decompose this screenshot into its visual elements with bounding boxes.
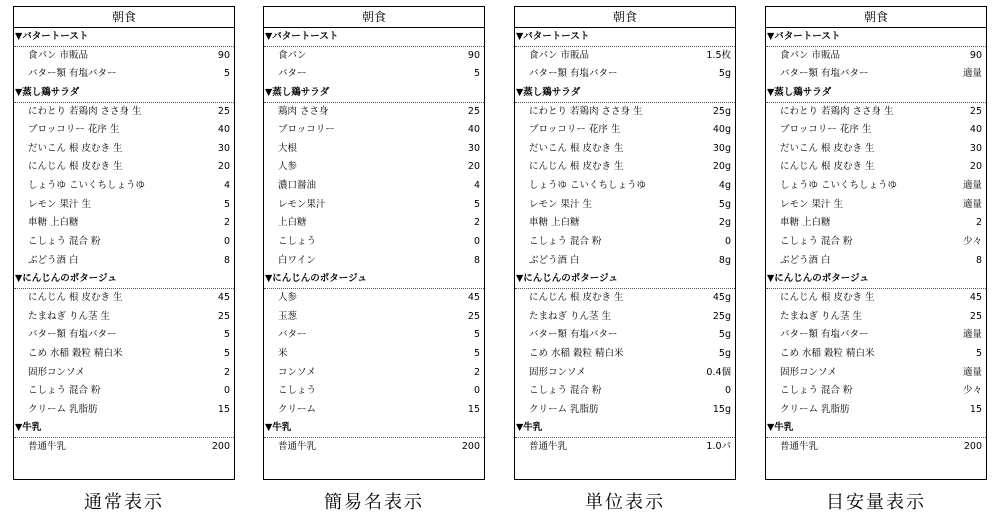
- ingredient-name: ブロッコリー: [278, 124, 335, 136]
- ingredient-amount: 適量: [962, 198, 982, 210]
- ingredient-name: 車糖 上白糖: [780, 217, 831, 229]
- panel-simple-name: [263, 6, 485, 480]
- ingredient-name: 人参: [278, 291, 298, 303]
- ingredient-name: クリーム: [278, 403, 317, 415]
- ingredient-amount: 45: [467, 291, 480, 303]
- ingredient-amount: 1.0パ: [706, 441, 731, 453]
- ingredient-name: 普通牛乳: [278, 441, 317, 453]
- ingredient-amount: 8g: [718, 254, 731, 266]
- ingredient-amount: 5: [473, 347, 480, 359]
- ingredient-name: バター類 有塩バター: [28, 329, 117, 341]
- ingredient-name: 白ワイン: [278, 254, 316, 266]
- ingredient-row[interactable]: [14, 121, 234, 140]
- ingredient-row[interactable]: [515, 326, 735, 345]
- ingredient-row[interactable]: [766, 345, 986, 364]
- ingredient-amount: 20: [467, 161, 480, 173]
- ingredient-amount: 8: [975, 254, 982, 266]
- ingredient-name: こめ 水稲 穀粒 精白米: [529, 347, 624, 359]
- ingredient-name: 大根: [278, 142, 298, 154]
- ingredient-row[interactable]: [515, 364, 735, 383]
- dish-name: ▼蒸し鶏サラダ: [15, 86, 80, 98]
- ingredient-name: バター: [278, 68, 307, 80]
- ingredient-row[interactable]: [264, 345, 484, 364]
- ingredient-name: こめ 水稲 穀粒 精白米: [780, 347, 875, 359]
- ingredient-row[interactable]: [515, 214, 735, 233]
- ingredient-row[interactable]: [264, 233, 484, 252]
- ingredient-amount: 少々: [962, 385, 982, 397]
- ingredient-amount: 25: [217, 310, 230, 322]
- dish-name: ▼にんじんのポタージュ: [516, 273, 618, 285]
- ingredient-name: にんじん 根 皮むき 生: [28, 161, 123, 173]
- dish-header[interactable]: [14, 84, 234, 103]
- dish-header[interactable]: [264, 270, 484, 289]
- ingredient-row[interactable]: [14, 345, 234, 364]
- ingredient-row[interactable]: [515, 382, 735, 401]
- ingredient-row[interactable]: [766, 103, 986, 122]
- ingredient-name: にんじん 根 皮むき 生: [780, 291, 875, 303]
- dish-name: ▼バタートースト: [516, 31, 590, 42]
- ingredient-amount: 25g: [712, 310, 731, 322]
- ingredient-list: [14, 28, 234, 457]
- dish-header[interactable]: [766, 419, 986, 438]
- ingredient-amount: 8: [473, 254, 480, 266]
- ingredient-name: こしょう 混合 粉: [529, 236, 602, 248]
- ingredient-name: 食パン 市販品: [28, 49, 89, 61]
- ingredient-row[interactable]: [766, 65, 986, 84]
- ingredient-row[interactable]: [515, 252, 735, 271]
- ingredient-row[interactable]: [14, 214, 234, 233]
- ingredient-amount: 15: [467, 403, 480, 415]
- ingredient-row[interactable]: [264, 289, 484, 308]
- ingredient-name: こしょう: [278, 385, 317, 397]
- ingredient-row[interactable]: [515, 233, 735, 252]
- ingredient-amount: 5g: [718, 198, 731, 210]
- ingredient-amount: 20: [217, 161, 230, 173]
- panel-title: 朝食: [766, 7, 986, 28]
- ingredient-row[interactable]: [515, 289, 735, 308]
- ingredient-amount: 200: [963, 441, 982, 453]
- ingredient-row[interactable]: [14, 65, 234, 84]
- ingredient-amount: 0: [724, 236, 731, 248]
- ingredient-amount: 25: [467, 105, 480, 117]
- ingredient-amount: 少々: [962, 236, 982, 248]
- ingredient-row[interactable]: [264, 252, 484, 271]
- dish-name: ▼にんじんのポタージュ: [767, 273, 869, 285]
- dish-header[interactable]: [515, 84, 735, 103]
- ingredient-row[interactable]: [14, 382, 234, 401]
- ingredient-amount: 2: [473, 217, 480, 229]
- ingredient-name: バター類 有塩バター: [529, 329, 618, 341]
- ingredient-amount: 0: [473, 236, 480, 248]
- ingredient-name: 人参: [278, 161, 298, 173]
- dish-header[interactable]: [264, 28, 484, 47]
- ingredient-row[interactable]: [264, 140, 484, 159]
- caption-guide-amount: 目安量表示: [826, 492, 926, 513]
- ingredient-row[interactable]: [515, 345, 735, 364]
- ingredient-amount: 40: [969, 124, 982, 136]
- caption-normal: 通常表示: [84, 492, 164, 513]
- ingredient-name: 米: [278, 347, 288, 359]
- ingredient-row[interactable]: [14, 140, 234, 159]
- ingredient-name: コンソメ: [278, 366, 316, 378]
- panel-normal: [13, 6, 235, 480]
- ingredient-name: たまねぎ りん茎 生: [28, 310, 111, 322]
- ingredient-name: ぶどう酒 白: [529, 254, 580, 266]
- ingredient-amount: 45: [217, 291, 230, 303]
- ingredient-row[interactable]: [515, 401, 735, 420]
- ingredient-amount: 4: [473, 180, 480, 192]
- dish-header[interactable]: [264, 84, 484, 103]
- ingredient-amount: 30: [467, 142, 480, 154]
- dish-name: ▼蒸し鶏サラダ: [516, 86, 581, 98]
- ingredient-row[interactable]: [766, 289, 986, 308]
- ingredient-amount: 5g: [718, 68, 731, 80]
- ingredient-row[interactable]: [264, 364, 484, 383]
- ingredient-amount: 15: [217, 403, 230, 415]
- ingredient-name: にんじん 根 皮むき 生: [529, 291, 624, 303]
- ingredient-name: 食パン 市販品: [529, 49, 590, 61]
- ingredient-name: 上白糖: [278, 217, 307, 229]
- ingredient-amount: 0: [223, 385, 230, 397]
- ingredient-amount: 8: [223, 254, 230, 266]
- ingredient-amount: 200: [461, 441, 480, 453]
- ingredient-row[interactable]: [264, 121, 484, 140]
- ingredient-row[interactable]: [515, 308, 735, 327]
- ingredient-row[interactable]: [264, 158, 484, 177]
- ingredient-amount: 5: [975, 347, 982, 359]
- dish-name: ▼バタートースト: [15, 31, 89, 42]
- ingredient-amount: 5: [223, 198, 230, 210]
- dish-name: ▼牛乳: [265, 422, 292, 434]
- ingredient-row[interactable]: [264, 382, 484, 401]
- ingredient-name: 普通牛乳: [780, 441, 819, 453]
- dish-name: ▼牛乳: [516, 422, 543, 434]
- ingredient-row[interactable]: [14, 103, 234, 122]
- panel-title: 朝食: [264, 7, 484, 28]
- ingredient-row[interactable]: [14, 233, 234, 252]
- ingredient-name: たまねぎ りん茎 生: [780, 310, 863, 322]
- ingredient-name: だいこん 根 皮むき 生: [780, 142, 875, 154]
- ingredient-amount: 30: [217, 142, 230, 154]
- caption-simple-name: 簡易名表示: [324, 492, 424, 513]
- dish-header[interactable]: [14, 419, 234, 438]
- ingredient-row[interactable]: [14, 326, 234, 345]
- ingredient-amount: 5g: [718, 329, 731, 341]
- ingredient-row[interactable]: [515, 438, 735, 457]
- ingredient-name: レモン 果汁 生: [529, 198, 593, 210]
- ingredient-amount: 5: [473, 68, 480, 80]
- ingredient-amount: 45: [969, 291, 982, 303]
- dish-name: ▼にんじんのポタージュ: [265, 273, 367, 285]
- ingredient-amount: 90: [969, 49, 982, 61]
- ingredient-amount: 0.4個: [706, 366, 731, 378]
- ingredient-name: こしょう 混合 粉: [28, 385, 101, 397]
- ingredient-name: 普通牛乳: [28, 441, 67, 453]
- ingredient-name: しょうゆ こいくちしょうゆ: [529, 180, 647, 192]
- ingredient-amount: 適量: [962, 366, 982, 378]
- ingredient-row[interactable]: [766, 196, 986, 215]
- ingredient-name: しょうゆ こいくちしょうゆ: [28, 180, 146, 192]
- ingredient-name: ブロッコリー 花序 生: [780, 124, 872, 136]
- ingredient-name: レモン果汁: [278, 198, 326, 210]
- ingredient-name: クリーム 乳脂肪: [529, 403, 599, 415]
- ingredient-row[interactable]: [14, 47, 234, 66]
- ingredient-row[interactable]: [515, 65, 735, 84]
- ingredient-name: にんじん 根 皮むき 生: [529, 161, 624, 173]
- ingredient-row[interactable]: [264, 308, 484, 327]
- ingredient-name: バター類 有塩バター: [780, 68, 869, 80]
- ingredient-name: ブロッコリー 花序 生: [529, 124, 621, 136]
- panel-title: 朝食: [515, 7, 735, 28]
- ingredient-name: レモン 果汁 生: [780, 198, 844, 210]
- ingredient-row[interactable]: [14, 438, 234, 457]
- ingredient-list: [515, 28, 735, 457]
- dish-name: ▼牛乳: [15, 422, 42, 434]
- ingredient-name: 濃口醤油: [278, 180, 317, 192]
- ingredient-amount: 40: [217, 124, 230, 136]
- ingredient-amount: 5: [223, 329, 230, 341]
- ingredient-name: 食パン: [278, 49, 307, 61]
- ingredient-amount: 0: [724, 385, 731, 397]
- dish-name: ▼蒸し鶏サラダ: [265, 86, 330, 98]
- ingredient-name: こしょう 混合 粉: [780, 236, 853, 248]
- ingredient-row[interactable]: [264, 401, 484, 420]
- ingredient-name: 固形コンソメ: [28, 366, 85, 378]
- ingredient-amount: 25: [969, 310, 982, 322]
- ingredient-amount: 25g: [712, 105, 731, 117]
- ingredient-name: ぶどう酒 白: [28, 254, 79, 266]
- ingredient-name: にわとり 若鶏肉 ささ身 生: [780, 105, 894, 117]
- ingredient-name: バター類 有塩バター: [28, 68, 117, 80]
- dish-header[interactable]: [264, 419, 484, 438]
- dish-header[interactable]: [766, 28, 986, 47]
- ingredient-row[interactable]: [515, 140, 735, 159]
- ingredient-amount: 40: [467, 124, 480, 136]
- ingredient-amount: 2: [223, 217, 230, 229]
- ingredient-row[interactable]: [14, 308, 234, 327]
- ingredient-name: ぶどう酒 白: [780, 254, 831, 266]
- ingredient-row[interactable]: [515, 121, 735, 140]
- dish-name: ▼バタートースト: [265, 31, 339, 42]
- caption-unit: 単位表示: [585, 492, 665, 513]
- ingredient-row[interactable]: [14, 196, 234, 215]
- ingredient-name: クリーム 乳脂肪: [780, 403, 850, 415]
- ingredient-row[interactable]: [766, 326, 986, 345]
- ingredient-name: こめ 水稲 穀粒 精白米: [28, 347, 123, 359]
- ingredient-amount: 25: [969, 105, 982, 117]
- ingredient-amount: 5: [473, 198, 480, 210]
- ingredient-name: だいこん 根 皮むき 生: [529, 142, 624, 154]
- ingredient-row[interactable]: [14, 177, 234, 196]
- ingredient-name: ブロッコリー 花序 生: [28, 124, 120, 136]
- ingredient-amount: 2g: [718, 217, 731, 229]
- ingredient-name: 固形コンソメ: [780, 366, 837, 378]
- ingredient-row[interactable]: [766, 158, 986, 177]
- ingredient-name: しょうゆ こいくちしょうゆ: [780, 180, 898, 192]
- ingredient-name: バター: [278, 329, 307, 341]
- ingredient-amount: 90: [467, 49, 480, 61]
- ingredient-name: こしょう: [278, 236, 317, 248]
- ingredient-row[interactable]: [515, 47, 735, 66]
- dish-header[interactable]: [515, 419, 735, 438]
- ingredient-amount: 2: [473, 366, 480, 378]
- dish-header[interactable]: [14, 28, 234, 47]
- dish-header[interactable]: [515, 270, 735, 289]
- ingredient-row[interactable]: [515, 158, 735, 177]
- panel-unit: [514, 6, 736, 480]
- ingredient-row[interactable]: [14, 364, 234, 383]
- ingredient-amount: 4: [223, 180, 230, 192]
- ingredient-name: にわとり 若鶏肉 ささ身 生: [28, 105, 142, 117]
- ingredient-amount: 0: [473, 385, 480, 397]
- ingredient-amount: 40g: [712, 124, 731, 136]
- ingredient-amount: 適量: [962, 180, 982, 192]
- ingredient-name: 食パン 市販品: [780, 49, 841, 61]
- panel-title: 朝食: [14, 7, 234, 28]
- ingredient-row[interactable]: [14, 401, 234, 420]
- ingredient-amount: 20g: [712, 161, 731, 173]
- ingredient-name: 玉葱: [278, 310, 298, 322]
- dish-header[interactable]: [766, 270, 986, 289]
- dish-header[interactable]: [14, 270, 234, 289]
- ingredient-row[interactable]: [14, 252, 234, 271]
- ingredient-amount: 25: [467, 310, 480, 322]
- ingredient-amount: 20: [969, 161, 982, 173]
- ingredient-amount: 4g: [718, 180, 731, 192]
- ingredient-row[interactable]: [766, 214, 986, 233]
- ingredient-row[interactable]: [766, 233, 986, 252]
- ingredient-amount: 30: [969, 142, 982, 154]
- ingredient-row[interactable]: [515, 177, 735, 196]
- ingredient-name: 車糖 上白糖: [28, 217, 79, 229]
- ingredient-amount: 25: [217, 105, 230, 117]
- ingredient-amount: 2: [223, 366, 230, 378]
- ingredient-name: 普通牛乳: [529, 441, 568, 453]
- ingredient-row[interactable]: [264, 196, 484, 215]
- ingredient-row[interactable]: [515, 196, 735, 215]
- ingredient-amount: 0: [223, 236, 230, 248]
- ingredient-row[interactable]: [766, 121, 986, 140]
- ingredient-row[interactable]: [766, 177, 986, 196]
- dish-name: ▼バタートースト: [767, 31, 841, 42]
- ingredient-name: クリーム 乳脂肪: [28, 403, 98, 415]
- ingredient-row[interactable]: [766, 140, 986, 159]
- ingredient-name: こしょう 混合 粉: [780, 385, 853, 397]
- ingredient-row[interactable]: [264, 438, 484, 457]
- ingredient-amount: 5g: [718, 347, 731, 359]
- ingredient-row[interactable]: [264, 177, 484, 196]
- ingredient-row[interactable]: [766, 382, 986, 401]
- ingredient-amount: 90: [217, 49, 230, 61]
- ingredient-row[interactable]: [766, 252, 986, 271]
- ingredient-row[interactable]: [264, 47, 484, 66]
- ingredient-row[interactable]: [264, 103, 484, 122]
- ingredient-amount: 適量: [962, 68, 982, 80]
- ingredient-amount: 適量: [962, 329, 982, 341]
- dish-name: ▼蒸し鶏サラダ: [767, 86, 832, 98]
- ingredient-amount: 15g: [712, 403, 731, 415]
- dish-header[interactable]: [766, 84, 986, 103]
- ingredient-amount: 15: [969, 403, 982, 415]
- ingredient-row[interactable]: [766, 308, 986, 327]
- ingredient-name: 固形コンソメ: [529, 366, 586, 378]
- ingredient-amount: 5: [473, 329, 480, 341]
- ingredient-row[interactable]: [515, 103, 735, 122]
- ingredient-row[interactable]: [14, 289, 234, 308]
- ingredient-amount: 1.5枚: [706, 49, 731, 61]
- ingredient-row[interactable]: [264, 214, 484, 233]
- dish-header[interactable]: [515, 28, 735, 47]
- ingredient-name: 車糖 上白糖: [529, 217, 580, 229]
- ingredient-amount: 5: [223, 347, 230, 359]
- panel-guide-amount: [765, 6, 987, 480]
- ingredient-name: レモン 果汁 生: [28, 198, 92, 210]
- dish-name: ▼牛乳: [767, 422, 794, 434]
- ingredient-name: にわとり 若鶏肉 ささ身 生: [529, 105, 643, 117]
- ingredient-row[interactable]: [766, 401, 986, 420]
- ingredient-name: バター類 有塩バター: [780, 329, 869, 341]
- ingredient-name: バター類 有塩バター: [529, 68, 618, 80]
- ingredient-amount: 30g: [712, 142, 731, 154]
- ingredient-row[interactable]: [264, 65, 484, 84]
- ingredient-list: [264, 28, 484, 457]
- ingredient-list: [766, 28, 986, 457]
- dish-name: ▼にんじんのポタージュ: [15, 273, 117, 285]
- ingredient-amount: 5: [223, 68, 230, 80]
- ingredient-name: こしょう 混合 粉: [28, 236, 101, 248]
- ingredient-name: たまねぎ りん茎 生: [529, 310, 612, 322]
- ingredient-row[interactable]: [264, 326, 484, 345]
- ingredient-amount: 2: [975, 217, 982, 229]
- ingredient-row[interactable]: [14, 158, 234, 177]
- ingredient-name: 鶏肉 ささ身: [278, 105, 329, 117]
- ingredient-row[interactable]: [766, 364, 986, 383]
- ingredient-name: こしょう 混合 粉: [529, 385, 602, 397]
- ingredient-row[interactable]: [766, 438, 986, 457]
- ingredient-name: にんじん 根 皮むき 生: [28, 291, 123, 303]
- ingredient-amount: 45g: [712, 291, 731, 303]
- ingredient-name: にんじん 根 皮むき 生: [780, 161, 875, 173]
- ingredient-amount: 200: [211, 441, 230, 453]
- ingredient-name: だいこん 根 皮むき 生: [28, 142, 123, 154]
- ingredient-row[interactable]: [766, 47, 986, 66]
